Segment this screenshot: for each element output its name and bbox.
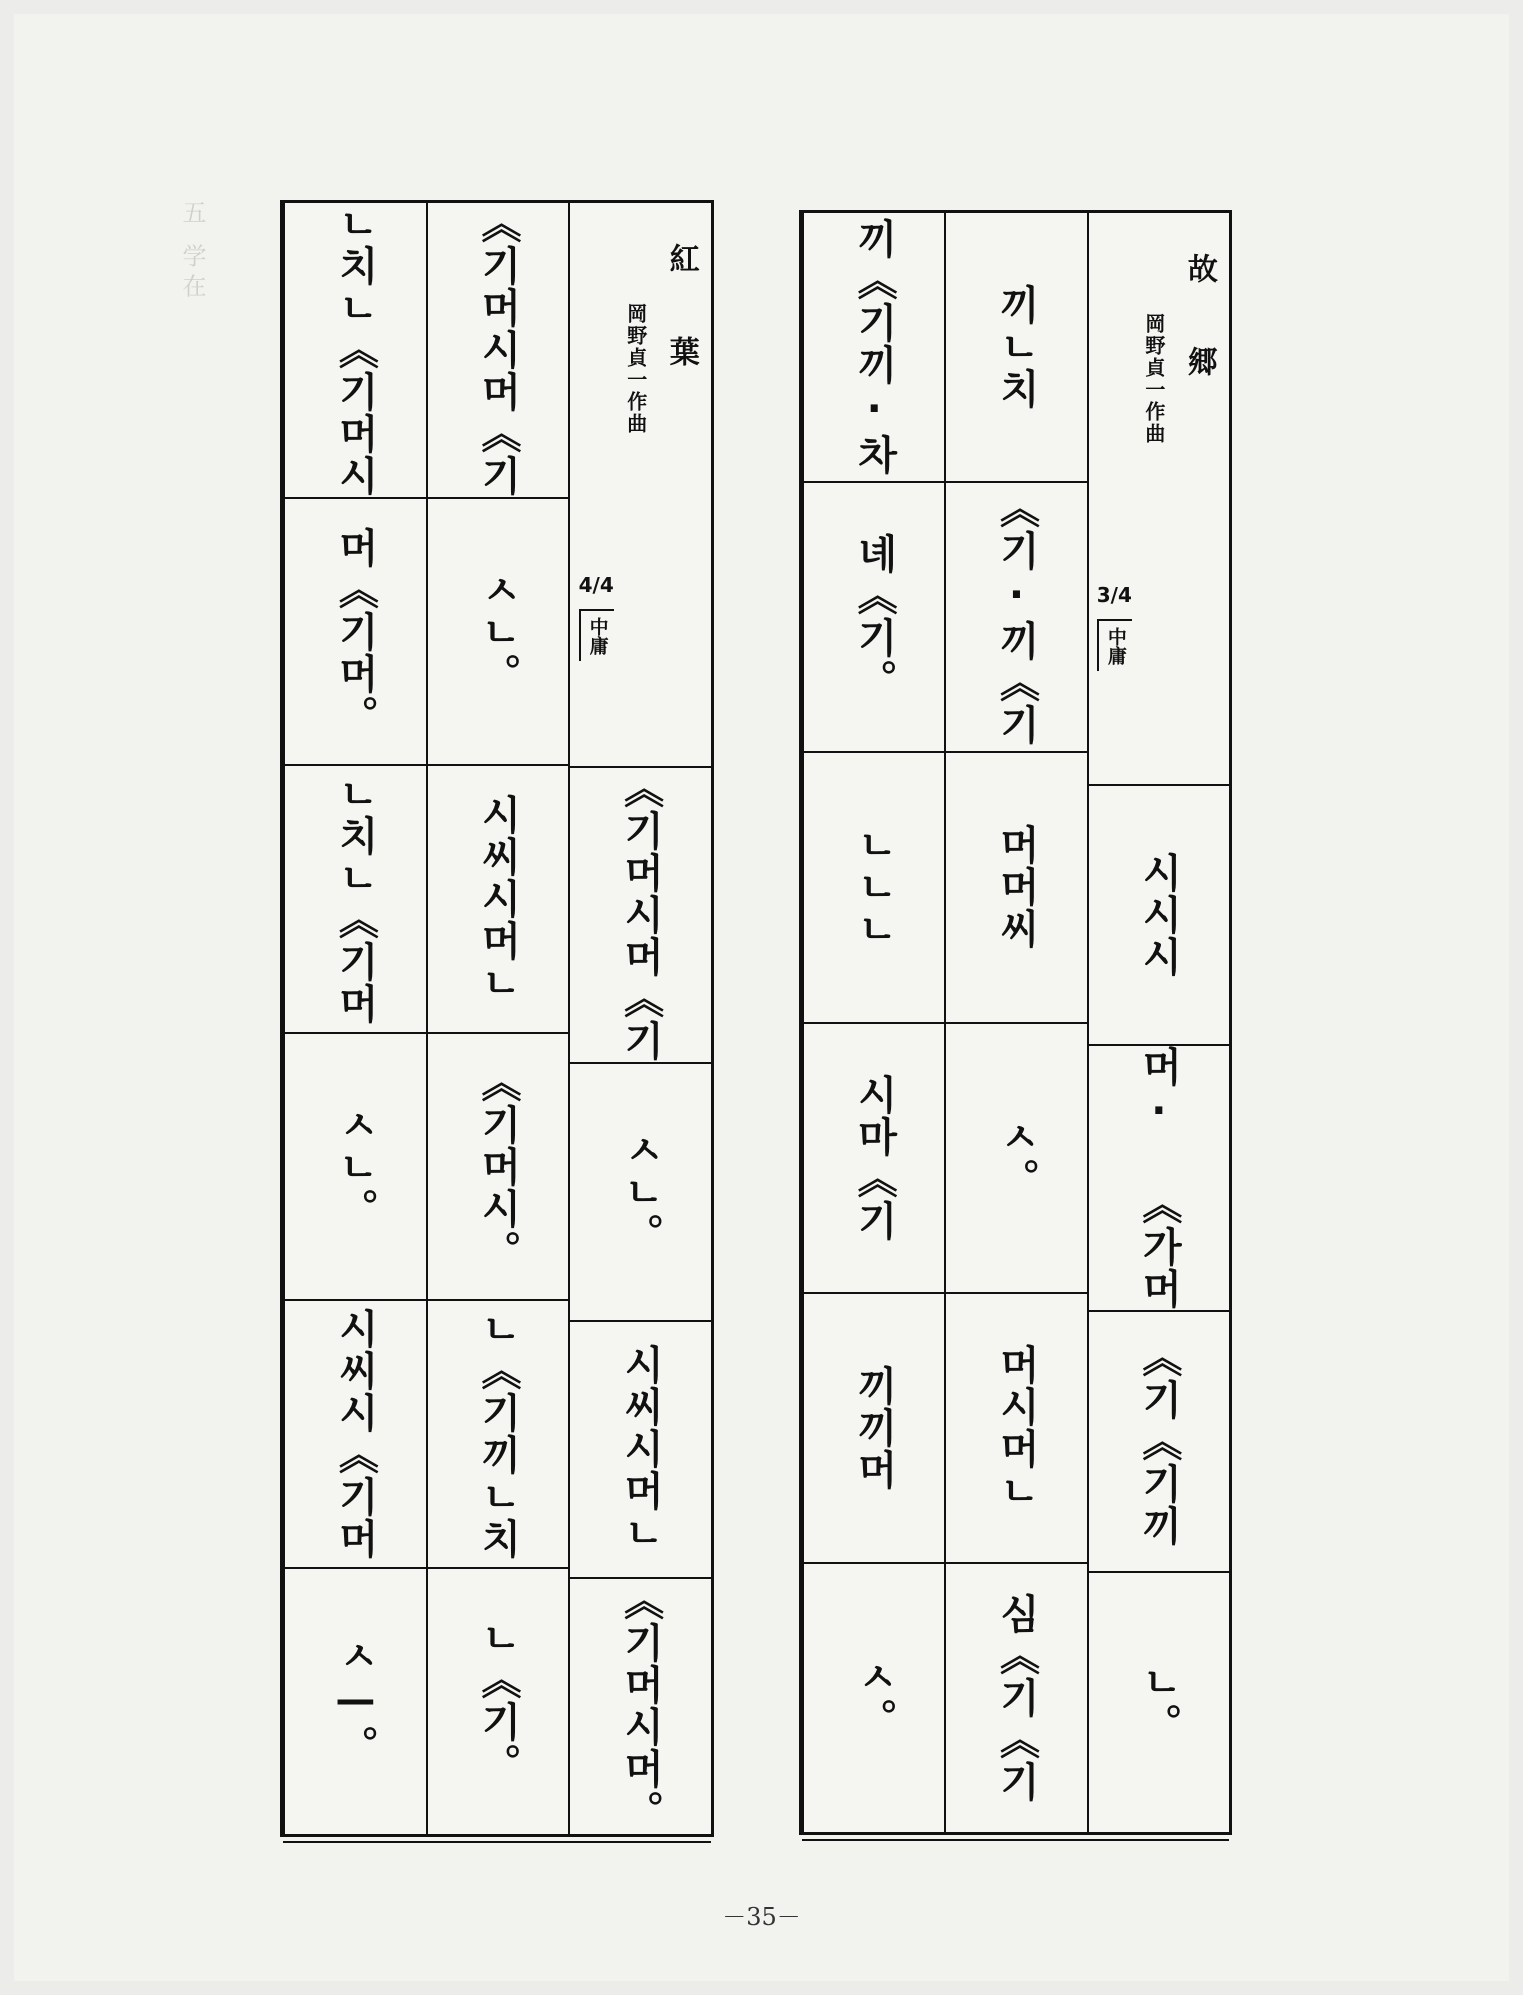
measure-cell	[570, 1062, 711, 1319]
score-column	[426, 203, 569, 1834]
notation-text: 《기머시머《기	[617, 768, 664, 1063]
notation-text: 끼《기끼‧차	[851, 218, 898, 477]
measure-cell	[1089, 1044, 1229, 1310]
notation-text: 시마《기	[851, 1073, 898, 1242]
measure-cell	[804, 1562, 944, 1832]
end-double-line	[283, 1835, 711, 1843]
notation-text: 심《기《기	[993, 1592, 1040, 1803]
score-title: 紅 葉	[663, 243, 699, 380]
measure-cell	[428, 1567, 569, 1834]
notation-text: 《기《기끼	[1135, 1336, 1182, 1547]
measure-cell	[285, 203, 426, 497]
measure-cell	[804, 751, 944, 1021]
notation-text: ㅅ。	[851, 1655, 898, 1740]
measure-cell	[285, 764, 426, 1031]
measure-cell	[946, 213, 1086, 481]
measure-cell	[570, 766, 711, 1062]
notation-text: 녜《기。	[851, 533, 898, 702]
score-column	[944, 213, 1086, 1832]
notation-text: 머시머ㄴ	[993, 1343, 1040, 1512]
time-signature: 4/4	[578, 573, 614, 597]
measure-cell	[946, 1562, 1086, 1832]
measure-cell	[1089, 1571, 1229, 1832]
score-column	[568, 203, 711, 1834]
end-double-line	[802, 1833, 1229, 1841]
measure-cell	[428, 1299, 569, 1566]
time-signature: 3/4	[1096, 583, 1132, 607]
score-column	[802, 213, 944, 1832]
measure-cell	[428, 764, 569, 1031]
notation-text: 시시시	[1135, 851, 1182, 978]
measure-cell	[804, 481, 944, 751]
notation-text: 《기머시머《기	[474, 203, 521, 497]
notation-text: ㄴ《기끼ㄴ치	[474, 1307, 521, 1560]
notation-text: ㅅㄴ。	[474, 568, 521, 695]
page-sheet	[14, 14, 1509, 1981]
measure-cell	[428, 203, 569, 497]
measure-cell	[946, 481, 1086, 751]
measure-cell	[946, 751, 1086, 1021]
composer-credit: 岡野貞一作曲	[1141, 313, 1166, 445]
score-header	[1089, 213, 1229, 784]
notation-text: 시씨시《기머	[332, 1307, 379, 1560]
notation-text: 시씨시머ㄴ	[474, 794, 521, 1005]
measure-cell	[1089, 1310, 1229, 1571]
notation-text: ㄴ《기。	[474, 1617, 521, 1786]
notation-text: 《기머시머。	[617, 1580, 664, 1833]
meter-block	[1097, 583, 1132, 671]
notation-text: 머‧ 《가머	[1135, 1046, 1182, 1311]
notation-text: 머머씨	[993, 824, 1040, 951]
tempo-marking: 中庸	[1097, 619, 1132, 671]
measure-cell	[804, 213, 944, 481]
notation-text: ㄴ치ㄴ《기머시	[332, 203, 379, 497]
score-column	[283, 203, 426, 1834]
measure-cell	[1089, 784, 1229, 1045]
measure-cell	[570, 1320, 711, 1577]
measure-cell	[804, 1022, 944, 1292]
measure-cell	[570, 1577, 711, 1834]
score-furusato	[799, 210, 1232, 1835]
notation-text: ㅅ。	[993, 1115, 1040, 1200]
notation-text: 시씨시머ㄴ	[617, 1344, 664, 1555]
notation-text: ㅅㄴ。	[617, 1128, 664, 1255]
measure-cell	[804, 1292, 944, 1562]
score-title: 故 郷	[1181, 253, 1217, 390]
score-column	[1087, 213, 1229, 1832]
measure-cell	[946, 1292, 1086, 1562]
measure-cell	[285, 1299, 426, 1566]
measure-cell	[946, 1022, 1086, 1292]
bleed-through-text: 五 学在	[178, 200, 206, 304]
measure-cell	[285, 497, 426, 764]
measure-cell	[285, 1567, 426, 1834]
notation-text: 끼끼머	[851, 1364, 898, 1491]
measure-cell	[428, 1032, 569, 1299]
meter-block	[579, 573, 614, 661]
score-header	[570, 203, 711, 766]
page-number: －35－	[722, 1903, 801, 1931]
notation-text: ㄴㄴㄴ	[851, 824, 898, 951]
notation-text: 《기머시。	[474, 1061, 521, 1272]
measure-cell	[285, 1032, 426, 1299]
notation-text: ㅅㄴ。	[332, 1103, 379, 1230]
notation-text: ㄴ치ㄴ《기머	[332, 773, 379, 1026]
notation-text: ㅅ—。	[332, 1635, 379, 1768]
notation-text: 머《기머。	[332, 526, 379, 737]
notation-text: 《기‧끼《기	[993, 488, 1040, 747]
measure-cell	[428, 497, 569, 764]
composer-credit: 岡野貞一作曲	[623, 303, 648, 435]
score-koyo	[280, 200, 714, 1837]
tempo-marking: 中庸	[579, 609, 614, 661]
notation-text: 끼ㄴ치	[993, 284, 1040, 411]
notation-text: ㄴ。	[1135, 1660, 1182, 1745]
